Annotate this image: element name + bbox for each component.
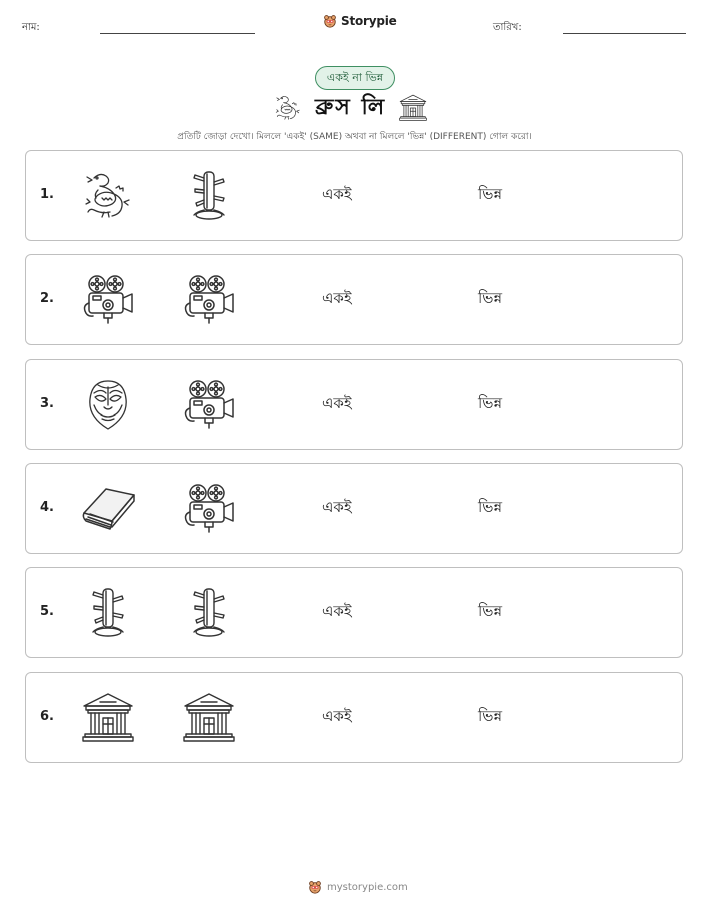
- option-different[interactable]: ভিন্ন: [478, 393, 503, 412]
- brand-name: Storypie: [341, 14, 397, 28]
- instructions: প্রতিটি জোড়া দেখো। মিললে 'একই' (SAME) অথবা না মিললে 'ভিন্ন' (DIFFERENT) গোল করো।: [177, 132, 532, 142]
- question-card: [25, 150, 683, 241]
- book-icon: [80, 481, 136, 537]
- wooden-dummy-icon: [80, 585, 136, 641]
- temple-building-icon: [181, 690, 237, 746]
- question-number: 2.: [40, 291, 54, 307]
- storypie-logo-icon: [308, 880, 322, 894]
- option-different[interactable]: ভিন্ন: [478, 706, 503, 725]
- date-label: তারিখ:: [493, 22, 522, 33]
- movie-camera-icon: [80, 272, 136, 328]
- storypie-logo-icon: [323, 14, 337, 28]
- opera-mask-icon: [80, 377, 136, 433]
- option-different[interactable]: ভিন্ন: [478, 289, 503, 308]
- date-field-line[interactable]: [563, 33, 686, 34]
- wooden-dummy-icon: [181, 168, 237, 224]
- option-same[interactable]: একই: [322, 602, 352, 621]
- option-different[interactable]: ভিন্ন: [478, 602, 503, 621]
- option-same[interactable]: একই: [322, 185, 352, 203]
- question-number: 4.: [40, 499, 54, 515]
- option-same[interactable]: একই: [322, 289, 352, 308]
- dragon-icon: [80, 168, 136, 224]
- footer-url[interactable]: mystorypie.com: [327, 881, 408, 893]
- question-number: 6.: [40, 708, 54, 724]
- option-same[interactable]: একই: [322, 393, 352, 412]
- movie-camera-icon: [181, 377, 237, 433]
- question-number: 3.: [40, 395, 54, 411]
- question-card: [25, 567, 683, 658]
- question-card: [25, 672, 683, 763]
- page-title: ব্রুস লি: [315, 94, 387, 120]
- brand: [323, 14, 397, 28]
- option-different[interactable]: ভিন্ন: [478, 497, 503, 516]
- name-field-line[interactable]: [100, 33, 255, 34]
- movie-camera-icon: [181, 272, 237, 328]
- activity-tag: একই না ভিন্ন: [315, 66, 395, 90]
- option-same[interactable]: একই: [322, 497, 352, 516]
- question-card: [25, 463, 683, 554]
- title-row: [273, 92, 428, 124]
- question-card: [25, 359, 683, 450]
- question-number: 5.: [40, 604, 54, 620]
- option-different[interactable]: ভিন্ন: [478, 185, 503, 203]
- name-label: নাম:: [22, 22, 40, 33]
- movie-camera-icon: [181, 481, 237, 537]
- temple-building-icon: [80, 690, 136, 746]
- dragon-icon: [273, 93, 303, 123]
- footer: [308, 880, 408, 894]
- question-card: [25, 254, 683, 345]
- wooden-dummy-icon: [181, 585, 237, 641]
- question-number: 1.: [40, 187, 54, 202]
- temple-building-icon: [398, 93, 428, 123]
- option-same[interactable]: একই: [322, 706, 352, 725]
